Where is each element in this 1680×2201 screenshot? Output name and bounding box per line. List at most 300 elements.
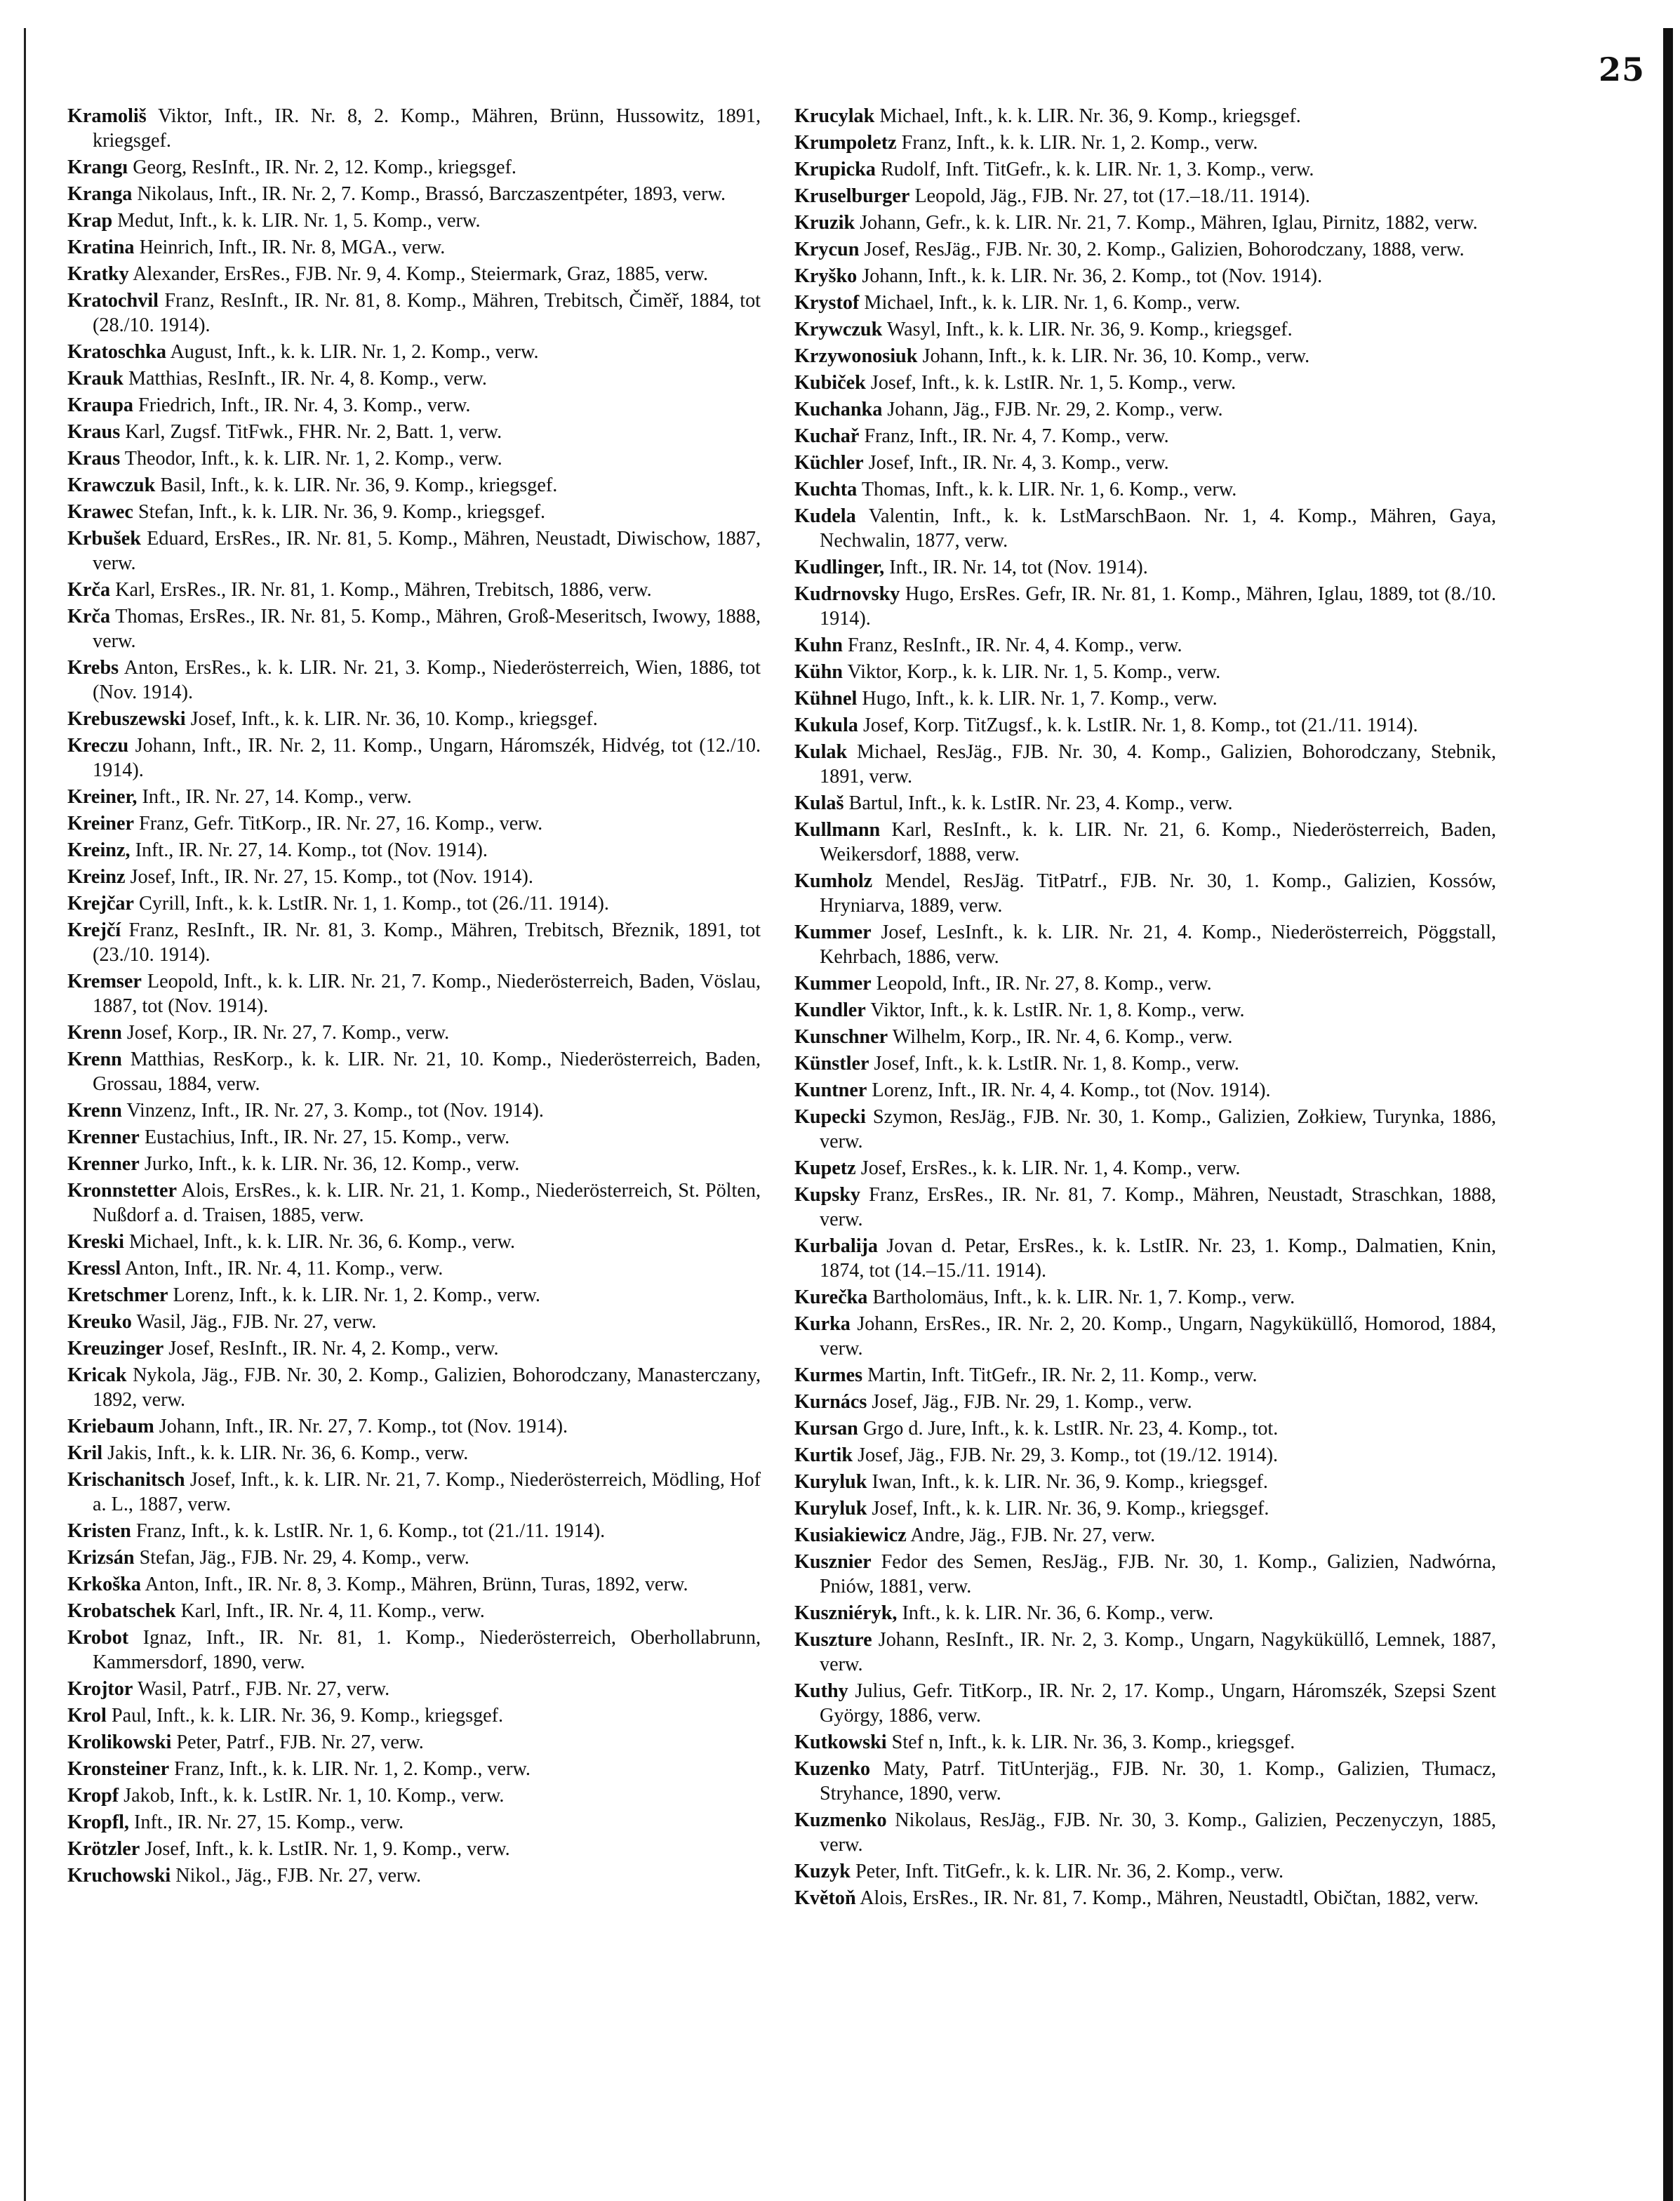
entry-details: Johann, ResInft., IR. Nr. 2, 3. Komp., Ungarn, Nagyküküllő, Lemnek, 1887, verw. [820,1629,1496,1675]
roster-entry [794,1679,1496,1728]
roster-entry [67,1441,761,1465]
entry-details: Thomas, ErsRes., IR. Nr. 81, 5. Komp., Mähren, Groß-Meseritsch, Iwowy, 1888, verw. [93,606,761,652]
entry-details: Wilhelm, Korp., IR. Nr. 4, 6. Komp., verw. [892,1026,1233,1048]
entry-details: Alexander, ErsRes., FJB. Nr. 9, 4. Komp., Steiermark, Graz, 1885, verw. [133,263,708,285]
roster-entry [794,1416,1496,1441]
entry-surname: Kulaš [794,792,844,814]
entry-details: Franz, ResInft., IR. Nr. 81, 8. Komp., Mähren, Trebitsch, Čiměř, 1884, tot (28./10. 1914). [93,290,761,336]
entry-surname: Krizsán [67,1547,135,1569]
entry-surname: Kurečka [794,1286,868,1308]
entry-details: Vinzenz, Inft., IR. Nr. 27, 3. Komp., tot (Nov. 1914). [126,1100,544,1122]
entry-surname: Kuchař [794,425,860,447]
entry-details: Basil, Inft., k. k. LIR. Nr. 36, 9. Komp., kriegsgef. [160,474,558,496]
entry-surname: Krojtor [67,1678,133,1700]
roster-entry [794,1105,1496,1154]
entry-details: Heinrich, Inft., IR. Nr. 8, MGA., verw. [139,237,446,258]
roster-entry [67,1336,761,1361]
entry-details: Josef, ResJäg., FJB. Nr. 30, 2. Komp., Galizien, Bohorodczany, 1888, verw. [864,239,1465,260]
entry-surname: Kurbalija [794,1235,879,1257]
entry-surname: Kummer [794,973,872,995]
entry-details: Paul, Inft., k. k. LIR. Nr. 36, 9. Komp., kriegsgef. [111,1705,504,1727]
roster-entry [67,604,761,653]
entry-details: Anton, Inft., IR. Nr. 4, 11. Komp., verw. [124,1258,444,1279]
entry-details: Martin, Inft. TitGefr., IR. Nr. 2, 11. Komp., verw. [867,1364,1258,1386]
entry-details: Lorenz, Inft., k. k. LIR. Nr. 1, 2. Komp., verw. [173,1284,540,1306]
roster-entry [794,1601,1496,1625]
entry-surname: Kutkowski [794,1731,887,1753]
entry-details: Josef, Inft., IR. Nr. 27, 15. Komp., tot (Nov. 1914). [130,866,533,888]
roster-entry [794,1390,1496,1414]
entry-details: Nikolaus, ResJäg., FJB. Nr. 30, 3. Komp., Galizien, Peczenyczyn, 1885, verw. [820,1809,1496,1856]
entry-details: Cyrill, Inft., k. k. LstIR. Nr. 1, 1. Komp., tot (26./11. 1914). [139,893,609,915]
roster-entry [67,208,761,233]
entry-surname: Krumpoletz [794,132,897,154]
entry-details: Franz, Inft., k. k. LIR. Nr. 1, 2. Komp., verw. [174,1758,531,1780]
roster-entry [794,971,1496,996]
entry-surname: Kryško [794,265,858,287]
entry-surname: Kropf [67,1785,119,1807]
roster-entry [67,393,761,418]
entry-details: Franz, Inft., k. k. LIR. Nr. 1, 2. Komp., verw. [901,132,1258,154]
entry-details: Inft., IR. Nr. 27, 15. Komp., verw. [134,1811,404,1833]
entry-surname: Kummer [794,922,872,943]
entry-details: Jovan d. Petar, ErsRes., k. k. LstIR. Nr. 23, 1. Komp., Dalmatien, Knin, 1874, tot (14.–15./11. 1914). [820,1235,1497,1282]
entry-surname: Kuszture [794,1629,872,1651]
roster-entry [67,785,761,809]
entry-surname: Krauk [67,368,124,390]
entry-surname: Krawczuk [67,474,156,496]
entry-details: Josef, ErsRes., k. k. LIR. Nr. 1, 4. Komp., verw. [860,1157,1241,1179]
roster-entry [67,235,761,260]
entry-surname: Kühn [794,661,843,683]
roster-entry [67,420,761,444]
roster-entry [794,1025,1496,1049]
roster-entry [794,1757,1496,1806]
roster-entry [794,1183,1496,1232]
entry-surname: Kreski [67,1231,124,1253]
entry-surname: Kratina [67,237,135,258]
entry-details: Eduard, ErsRes., IR. Nr. 81, 5. Komp., Mähren, Neustadt, Diwischow, 1887, verw. [93,528,761,574]
entry-details: Fedor des Semen, ResJäg., FJB. Nr. 30, 1. Komp., Galizien, Nadwórna, Pniów, 1881, verw. [820,1551,1497,1597]
entry-details: Josef, Inft., k. k. LIR. Nr. 36, 9. Komp., kriegsgef. [872,1498,1269,1520]
entry-details: Franz, Inft., k. k. LstIR. Nr. 1, 6. Komp., tot (21./11. 1914). [135,1520,606,1542]
entry-surname: Kusznier [794,1551,872,1573]
entry-details: Franz, Inft., IR. Nr. 4, 7. Komp., verw. [864,425,1169,447]
entry-surname: Krupicka [794,159,876,180]
roster-entry [67,155,761,180]
entry-surname: Kramoliš [67,105,147,127]
roster-entry [67,578,761,602]
roster-entry [794,582,1496,631]
roster-entry [67,1519,761,1543]
roster-entry [794,1078,1496,1103]
entry-surname: Kursan [794,1418,858,1439]
roster-entry [67,1572,761,1597]
entry-surname: Kupetz [794,1157,856,1179]
entry-details: Inft., IR. Nr. 27, 14. Komp., verw. [142,786,412,808]
roster-entry [67,918,761,967]
entry-details: Michael, ResJäg., FJB. Nr. 30, 4. Komp., Galizien, Bohorodczany, Stebnik, 1891, verw. [820,741,1496,787]
entry-surname: Kreinz [67,866,126,888]
entry-details: Lorenz, Inft., IR. Nr. 4, 4. Komp., tot (Nov. 1914). [872,1079,1271,1101]
entry-details: Hugo, Inft., k. k. LIR. Nr. 1, 7. Komp., verw. [862,688,1218,710]
entry-details: Georg, ResInft., IR. Nr. 2, 12. Komp., kriegsgef. [133,157,516,178]
entry-surname: Kuhn [794,634,843,656]
entry-surname: Kreiner, [67,786,138,808]
entry-surname: Krejčar [67,893,134,915]
entry-details: Franz, Gefr. TitKorp., IR. Nr. 27, 16. Komp., verw. [139,813,543,834]
entry-surname: Krenn [67,1022,122,1044]
entry-details: Johann, ErsRes., IR. Nr. 2, 20. Komp., Ungarn, Nagyküküllő, Homorod, 1884, verw. [820,1313,1497,1359]
entry-surname: Kreczu [67,735,129,757]
entry-details: Nikolaus, Inft., IR. Nr. 2, 7. Komp., Brassó, Barczaszentpéter, 1893, verw. [137,183,726,205]
entry-details: Michael, Inft., k. k. LIR. Nr. 1, 6. Komp., verw. [864,292,1241,314]
roster-entry [794,451,1496,475]
roster-entry [67,1757,761,1781]
entry-details: Mendel, ResJäg. TitPatrf., FJB. Nr. 30, 1. Komp., Galizien, Kossów, Hryniarva, 1889, verw. [820,870,1497,917]
roster-entry [67,1545,761,1570]
entry-details: Johann, Gefr., k. k. LIR. Nr. 21, 7. Komp., Mähren, Iglau, Pirnitz, 1882, verw. [860,212,1478,234]
entry-details: Johann, Jäg., FJB. Nr. 29, 2. Komp., verw. [887,399,1223,420]
roster-entry [67,1256,761,1281]
entry-surname: Kupecki [794,1106,866,1128]
entry-surname: Krenner [67,1126,140,1148]
entry-surname: Kudrnovsky [794,583,900,605]
entry-surname: Kurtik [794,1444,853,1466]
entry-surname: Krzywonosiuk [794,345,918,367]
entry-surname: Krobatschek [67,1600,176,1622]
roster-entry [794,371,1496,395]
roster-entry [67,811,761,836]
entry-details: Josef, Inft., k. k. LstIR. Nr. 1, 8. Komp., verw. [874,1053,1239,1075]
entry-details: Jurko, Inft., k. k. LIR. Nr. 36, 12. Komp., verw. [144,1153,520,1175]
entry-details: Maty, Patrf. TitUnterjäg., FJB. Nr. 30, 1. Komp., Galizien, Tłumacz, Stryhance, 1890, verw. [820,1758,1496,1804]
roster-entry [794,184,1496,208]
entry-surname: Kratky [67,263,129,285]
entry-details: Johann, Inft., k. k. LIR. Nr. 36, 10. Komp., verw. [922,345,1310,367]
entry-surname: Krötzler [67,1838,140,1860]
entry-surname: Kuthy [794,1680,848,1702]
entry-surname: Krywczuk [794,319,883,340]
entry-surname: Krucylak [794,105,875,127]
roster-entry [67,1414,761,1439]
roster-entry [67,1098,761,1123]
entry-surname: Krolikowski [67,1731,172,1753]
entry-surname: Kuchanka [794,399,883,420]
roster-entry [794,713,1496,738]
roster-entry [67,838,761,863]
entry-details: Stefan, Inft., k. k. LIR. Nr. 36, 9. Komp., kriegsgef. [138,501,546,523]
entry-details: Leopold, Jäg., FJB. Nr. 27, tot (17.–18./11. 1914). [914,185,1310,207]
roster-entry [794,1496,1496,1521]
roster-entry [67,182,761,206]
roster-entry [794,344,1496,368]
entry-details: Josef, Inft., k. k. LstIR. Nr. 1, 9. Komp., verw. [145,1838,510,1860]
entry-details: Karl, Inft., IR. Nr. 4, 11. Komp., verw. [180,1600,485,1622]
entry-surname: Kusiakiewicz [794,1524,907,1546]
entry-details: Anton, ErsRes., k. k. LIR. Nr. 21, 3. Komp., Niederösterreich, Wien, 1886, tot (Nov. 1914). [93,657,761,703]
roster-entry [794,1808,1496,1857]
entry-surname: Kriebaum [67,1416,154,1437]
entry-surname: Kremser [67,971,142,992]
roster-entry [67,1230,761,1254]
roster-entry [794,1051,1496,1076]
entry-surname: Kullmann [794,819,881,841]
roster-entry [67,104,761,153]
entry-details: Michael, Inft., k. k. LIR. Nr. 36, 9. Komp., kriegsgef. [879,105,1301,127]
entry-surname: Krawec [67,501,133,523]
entry-surname: Krenn [67,1049,122,1070]
entry-details: Karl, ErsRes., IR. Nr. 81, 1. Komp., Mähren, Trebitsch, 1886, verw. [115,579,652,601]
entry-details: Wasyl, Inft., k. k. LIR. Nr. 36, 9. Komp., kriegsgef. [886,319,1293,340]
entry-details: Josef, Inft., IR. Nr. 4, 3. Komp., verw. [868,452,1169,474]
entry-details: Josef, Inft., k. k. LstIR. Nr. 1, 5. Komp., verw. [870,372,1236,394]
entry-details: Bartul, Inft., k. k. LstIR. Nr. 23, 4. Komp., verw. [848,792,1233,814]
entry-surname: Květoň [794,1887,856,1909]
roster-entry [67,500,761,524]
roster-entry [794,211,1496,235]
roster-entry [794,1363,1496,1388]
entry-surname: Kuryluk [794,1498,867,1520]
roster-entry [794,291,1496,315]
roster-entry [794,1628,1496,1677]
entry-details: Nikol., Jäg., FJB. Nr. 27, verw. [175,1865,422,1887]
entry-details: Alois, ErsRes., k. k. LIR. Nr. 21, 1. Komp., Niederösterreich, St. Pölten, Nußdorf a. d. Traisen, 1885, verw. [93,1180,761,1226]
roster-entry [794,477,1496,502]
roster-entry [67,1020,761,1045]
entry-surname: Kranga [67,183,133,205]
entry-surname: Krenner [67,1153,140,1175]
entry-surname: Krap [67,210,113,232]
entry-details: Josef, Korp. TitZugsf., k. k. LstIR. Nr. 1, 8. Komp., tot (21./11. 1914). [862,714,1418,736]
entry-details: Wasil, Jäg., FJB. Nr. 27, verw. [136,1311,377,1333]
entry-details: Alois, ErsRes., IR. Nr. 81, 7. Komp., Mähren, Neustadtl, Običtan, 1882, verw. [860,1887,1479,1909]
roster-entry [794,1470,1496,1494]
entry-surname: Künstler [794,1053,869,1075]
roster-entry [67,733,761,783]
entry-surname: Krbušek [67,528,141,550]
entry-details: Nykola, Jäg., FJB. Nr. 30, 2. Komp., Galizien, Bohorodczany, Manasterczany, 1892, verw. [93,1364,761,1411]
page-number: 25 [1598,51,1645,88]
entry-details: Stefan, Jäg., FJB. Nr. 29, 4. Komp., verw. [139,1547,469,1569]
entry-surname: Kuzmenko [794,1809,887,1831]
entry-surname: Kumholz [794,870,873,892]
entry-details: Wasil, Patrf., FJB. Nr. 27, verw. [137,1678,390,1700]
roster-entry [794,1523,1496,1548]
entry-surname: Kupsky [794,1184,861,1206]
entry-details: Franz, ResInft., IR. Nr. 81, 3. Komp., Mähren, Trebitsch, Březnik, 1891, tot (23./10. 1914). [93,919,761,966]
entry-details: Jakob, Inft., k. k. LstIR. Nr. 1, 10. Komp., verw. [124,1785,505,1807]
entry-details: Peter, Inft. TitGefr., k. k. LIR. Nr. 36, 2. Komp., verw. [855,1861,1284,1882]
roster-entry [794,686,1496,711]
entry-surname: Krycun [794,239,860,260]
roster-entry [67,1863,761,1888]
entry-surname: Kuszniéryk, [794,1602,898,1624]
roster-entry [67,1468,761,1517]
roster-entry [67,340,761,364]
roster-entry [794,237,1496,262]
roster-entry [794,660,1496,684]
entry-surname: Kreinz, [67,839,131,861]
roster-entry [794,1550,1496,1599]
entry-surname: Kühnel [794,688,858,710]
entry-surname: Kunschner [794,1026,888,1048]
roster-entry [794,104,1496,128]
entry-surname: Kronsteiner [67,1758,170,1780]
roster-entry [794,1234,1496,1283]
roster-entry [67,1625,761,1675]
roster-entry [794,264,1496,288]
entry-surname: Kreuzinger [67,1338,164,1359]
roster-entry [67,1837,761,1861]
entry-details: Inft., k. k. LIR. Nr. 36, 6. Komp., verw. [902,1602,1214,1624]
entry-details: Matthias, ResInft., IR. Nr. 4, 8. Komp., verw. [128,368,487,390]
roster-entry [794,1156,1496,1181]
entry-details: Medut, Inft., k. k. LIR. Nr. 1, 5. Komp., verw. [117,210,481,232]
entry-details: Ignaz, Inft., IR. Nr. 81, 1. Komp., Niederösterreich, Oberhollabrunn, Kammersdorf, 1890, verw. [93,1627,761,1673]
roster-entry [67,288,761,338]
entry-surname: Kril [67,1442,103,1464]
entry-surname: Kuryluk [794,1471,867,1493]
entry-details: Michael, Inft., k. k. LIR. Nr. 36, 6. Komp., verw. [128,1231,516,1253]
roster-entry [67,1152,761,1176]
entry-details: Leopold, Inft., IR. Nr. 27, 8. Komp., verw. [876,973,1212,995]
entry-details: Rudolf, Inft. TitGefr., k. k. LIR. Nr. 1, 3. Komp., verw. [880,159,1314,180]
entry-details: Josef, Inft., k. k. LIR. Nr. 21, 7. Komp., Niederösterreich, Mödling, Hof a. L., 1887, verw. [93,1469,761,1515]
entry-details: Hugo, ErsRes. Gefr, IR. Nr. 81, 1. Komp., Mähren, Iglau, 1889, tot (8./10. 1914). [820,583,1496,630]
entry-surname: Krol [67,1705,107,1727]
entry-details: Josef, Korp., IR. Nr. 27, 7. Komp., verw. [126,1022,450,1044]
entry-surname: Kressl [67,1258,121,1279]
roster-entry [794,397,1496,422]
entry-details: Josef, LesInft., k. k. LIR. Nr. 21, 4. Komp., Niederösterreich, Pöggstall, Kehrbach, 1886, verw. [820,922,1497,968]
entry-surname: Krejčí [67,919,121,941]
entry-details: Bartholomäus, Inft., k. k. LIR. Nr. 1, 7. Komp., verw. [872,1286,1295,1308]
entry-details: Viktor, Inft., IR. Nr. 8, 2. Komp., Mähren, Brünn, Hussowitz, 1891, kriegsgef. [93,105,761,152]
roster-entry [67,891,761,916]
roster-entry [67,1363,761,1412]
entry-surname: Kreuko [67,1311,132,1333]
entry-details: Friedrich, Inft., IR. Nr. 4, 3. Komp., verw. [138,394,471,416]
entry-surname: Kronnstetter [67,1180,178,1202]
entry-details: Szymon, ResJäg., FJB. Nr. 30, 1. Komp., Galizien, Zołkiew, Turynka, 1886, verw. [820,1106,1496,1152]
roster-entry [67,1125,761,1150]
left-column [67,104,761,1890]
entry-surname: Kruselburger [794,185,910,207]
roster-entry [67,1310,761,1334]
entry-surname: Krenn [67,1100,122,1122]
roster-entry [67,1178,761,1228]
entry-surname: Kuzenko [794,1758,871,1780]
entry-surname: Kuntner [794,1079,867,1101]
entry-surname: Kropfl, [67,1811,129,1833]
entry-surname: Krča [67,606,111,627]
entry-surname: Kulak [794,741,848,763]
entry-details: Karl, ResInft., k. k. LIR. Nr. 21, 6. Komp., Niederösterreich, Baden, Weikersdorf, 1888, verw. [820,819,1497,865]
roster-entry [67,1047,761,1096]
entry-surname: Kudlinger, [794,557,885,578]
entry-surname: Kurnács [794,1391,867,1413]
entry-details: Theodor, Inft., k. k. LIR. Nr. 1, 2. Komp., verw. [124,448,502,470]
roster-entry [67,1783,761,1808]
entry-surname: Kretschmer [67,1284,168,1306]
entry-details: Grgo d. Jure, Inft., k. k. LstIR. Nr. 23, 4. Komp., tot. [862,1418,1279,1439]
entry-details: Julius, Gefr. TitKorp., IR. Nr. 2, 17. Komp., Ungarn, Háromszék, Szepsi Szent György, 1886, verw. [820,1680,1497,1727]
roster-entry [794,869,1496,918]
entry-surname: Kratochvil [67,290,159,312]
entry-details: Andre, Jäg., FJB. Nr. 27, verw. [910,1524,1156,1546]
roster-entry [794,791,1496,816]
entry-surname: Kraus [67,448,121,470]
entry-surname: Krangı [67,157,128,178]
roster-entry [794,740,1496,789]
entry-details: Viktor, Inft., k. k. LstIR. Nr. 1, 8. Komp., verw. [870,999,1245,1021]
entry-surname: Kurka [794,1313,851,1335]
entry-details: Inft., IR. Nr. 27, 14. Komp., tot (Nov. 1914). [135,839,488,861]
entry-details: Anton, Inft., IR. Nr. 8, 3. Komp., Mähren, Brünn, Turas, 1892, verw. [145,1574,688,1595]
roster-entry [794,920,1496,969]
roster-entry [794,1443,1496,1468]
entry-surname: Krebuszewski [67,708,186,730]
entry-details: Leopold, Inft., k. k. LIR. Nr. 21, 7. Komp., Niederösterreich, Baden, Vöslau, 1887, tot (Nov. 1914). [93,971,761,1017]
roster-entry [67,969,761,1018]
roster-entry [794,424,1496,448]
roster-entry [794,1730,1496,1755]
entry-surname: Kundler [794,999,866,1021]
roster-entry [67,526,761,576]
entry-details: Josef, Inft., k. k. LIR. Nr. 36, 10. Komp., kriegsgef. [190,708,598,730]
roster-entry [67,262,761,286]
roster-entry [67,707,761,731]
roster-entry [67,1730,761,1755]
entry-details: Johann, Inft., k. k. LIR. Nr. 36, 2. Komp., tot (Nov. 1914). [862,265,1323,287]
entry-surname: Kristen [67,1520,131,1542]
roster-entry [794,1859,1496,1884]
entry-details: Franz, ResInft., IR. Nr. 4, 4. Komp., verw. [848,634,1182,656]
entry-surname: Krkoška [67,1574,141,1595]
entry-details: August, Inft., k. k. LIR. Nr. 1, 2. Komp., verw. [170,341,539,363]
entry-surname: Kurmes [794,1364,863,1386]
entry-details: Franz, ErsRes., IR. Nr. 81, 7. Komp., Mähren, Neustadt, Straschkan, 1888, verw. [820,1184,1496,1230]
entry-surname: Kruchowski [67,1865,171,1887]
entry-surname: Kudela [794,505,856,527]
entry-details: Peter, Patrf., FJB. Nr. 27, verw. [176,1731,424,1753]
entry-surname: Kraus [67,421,121,443]
roster-entry [794,633,1496,658]
entry-details: Karl, Zugsf. TitFwk., FHR. Nr. 2, Batt. 1, verw. [125,421,502,443]
entry-details: Josef, Jäg., FJB. Nr. 29, 3. Komp., tot (19./12. 1914). [858,1444,1279,1466]
roster-entry [794,818,1496,867]
roster-entry [67,1283,761,1308]
entry-surname: Kratoschka [67,341,166,363]
entry-details: Iwan, Inft., k. k. LIR. Nr. 36, 9. Komp., kriegsgef. [872,1471,1268,1493]
roster-entry [67,1703,761,1728]
entry-surname: Kruzik [794,212,855,234]
entry-surname: Kubiček [794,372,866,394]
entry-details: Stef n, Inft., k. k. LIR. Nr. 36, 3. Komp., kriegsgef. [891,1731,1295,1753]
roster-entry [794,317,1496,342]
entry-details: Johann, Inft., IR. Nr. 2, 11. Komp., Ungarn, Háromszék, Hidvég, tot (12./10. 1914). [93,735,761,781]
roster-entry [67,446,761,471]
roster-entry [67,1677,761,1701]
roster-entry [794,1312,1496,1361]
entry-details: Eustachius, Inft., IR. Nr. 27, 15. Komp., verw. [144,1126,510,1148]
entry-surname: Krebs [67,657,119,679]
entry-surname: Kuchta [794,479,858,500]
entry-details: Jakis, Inft., k. k. LIR. Nr. 36, 6. Komp., verw. [107,1442,469,1464]
roster-entry [794,131,1496,155]
entry-surname: Krischanitsch [67,1469,185,1491]
